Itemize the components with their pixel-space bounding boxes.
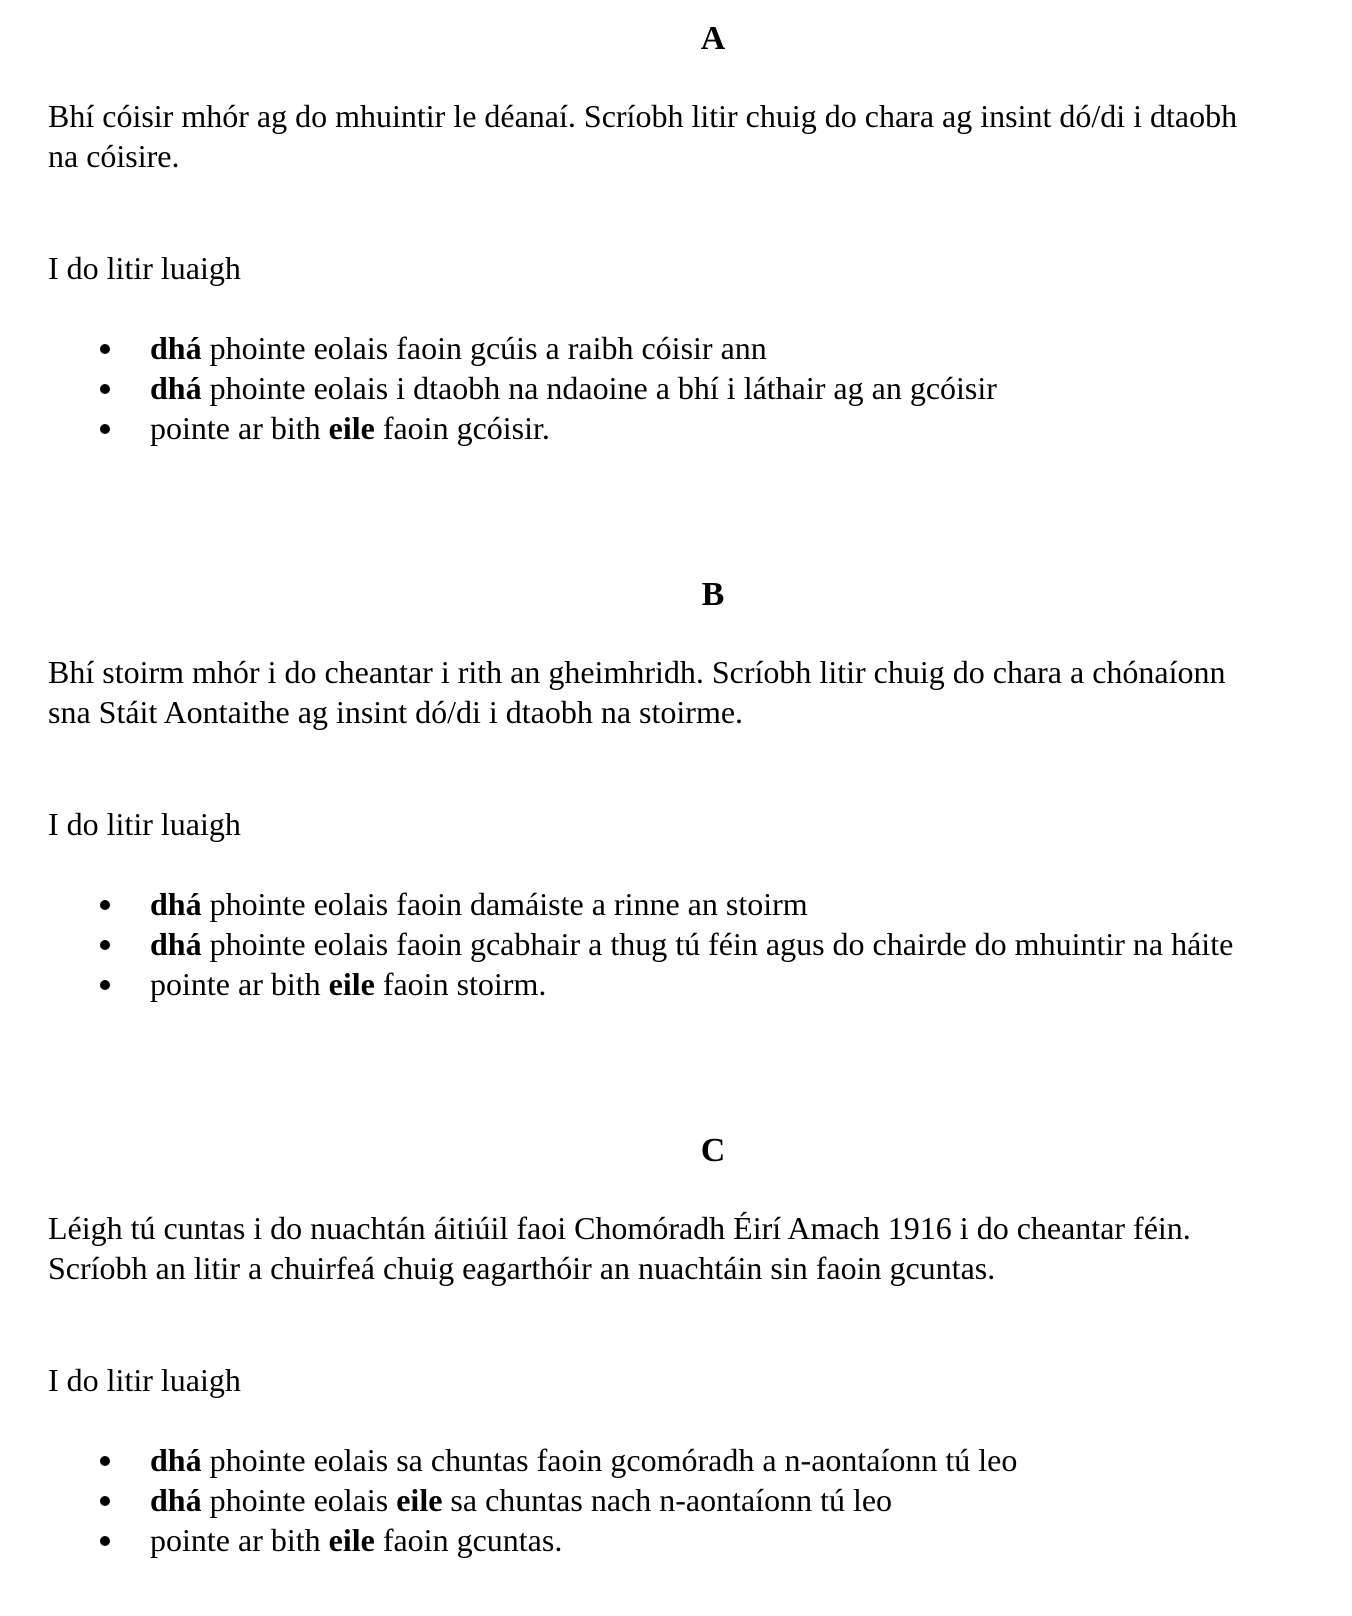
emphasis: dhá	[150, 926, 202, 962]
bullet-icon	[100, 1536, 110, 1546]
point-text: phointe eolais faoin gcabhair a thug tú féin agus do chairde do mhuintir na háite	[201, 926, 1234, 962]
emphasis: dhá	[150, 370, 202, 406]
point-text: pointe ar bith	[150, 966, 329, 1002]
point-text: phointe eolais sa chuntas faoin gcomóradh a n-aontaíonn tú leo	[201, 1442, 1018, 1478]
bullet-icon	[100, 900, 110, 910]
bullet-icon	[100, 424, 110, 434]
list-item	[48, 1520, 1318, 1560]
prompt-line: Léigh tú cuntas i do nuachtán áitiúil faoi Chomóradh Éirí Amach 1916 i do cheantar féin.	[48, 1210, 1191, 1246]
emphasis: eile	[396, 1482, 443, 1518]
prompt-line: Bhí cóisir mhór ag do mhuintir le déanaí. Scríobh litir chuig do chara ag insint dó/di i dtaobh	[48, 98, 1238, 134]
section-heading: C	[700, 1132, 726, 1169]
point-text: faoin gcuntas.	[374, 1522, 563, 1558]
list-item	[48, 328, 1318, 368]
list-item	[48, 884, 1318, 924]
prompt-line: Scríobh an litir a chuirfeá chuig eagarthóir an nuachtáin sin faoin gcuntas.	[48, 1250, 996, 1286]
section-a	[48, 18, 1318, 448]
points-list	[48, 1440, 1318, 1560]
task-prompt	[48, 96, 1318, 176]
point-text: phointe eolais faoin damáiste a rinne an stoirm	[201, 886, 808, 922]
points-intro: I do litir luaigh	[48, 806, 241, 842]
points-list	[48, 328, 1318, 448]
emphasis: eile	[328, 1522, 375, 1558]
emphasis: eile	[328, 410, 375, 446]
task-prompt	[48, 652, 1318, 732]
point-text: faoin gcóisir.	[374, 410, 550, 446]
point-text: sa chuntas nach n-aontaíonn tú leo	[442, 1482, 893, 1518]
point-text: phointe eolais i dtaobh na ndaoine a bhí i láthair ag an gcóisir	[201, 370, 997, 406]
section-heading: A	[700, 20, 726, 57]
points-intro: I do litir luaigh	[48, 1362, 241, 1398]
bullet-icon	[100, 1496, 110, 1506]
point-text: pointe ar bith	[150, 410, 329, 446]
task-prompt	[48, 1208, 1318, 1288]
emphasis: dhá	[150, 1482, 202, 1518]
points-intro: I do litir luaigh	[48, 250, 241, 286]
bullet-icon	[100, 384, 110, 394]
list-item	[48, 368, 1318, 408]
list-item	[48, 408, 1318, 448]
point-text: faoin stoirm.	[374, 966, 547, 1002]
section-c	[48, 1130, 1318, 1560]
bullet-icon	[100, 1456, 110, 1466]
emphasis: dhá	[150, 886, 202, 922]
list-item	[48, 964, 1318, 1004]
section-b	[48, 574, 1318, 1004]
emphasis: dhá	[150, 1442, 202, 1478]
prompt-line: sna Stáit Aontaithe ag insint dó/di i dtaobh na stoirme.	[48, 694, 744, 730]
list-item	[48, 1440, 1318, 1480]
emphasis: dhá	[150, 330, 202, 366]
bullet-icon	[100, 980, 110, 990]
emphasis: eile	[328, 966, 375, 1002]
section-heading: B	[701, 576, 725, 613]
point-text: phointe eolais faoin gcúis a raibh cóisir ann	[201, 330, 767, 366]
prompt-line: na cóisire.	[48, 138, 180, 174]
list-item	[48, 924, 1318, 964]
points-list	[48, 884, 1318, 1004]
prompt-line: Bhí stoirm mhór i do cheantar i rith an gheimhridh. Scríobh litir chuig do chara a chónaíonn	[48, 654, 1226, 690]
list-item	[48, 1480, 1318, 1520]
bullet-icon	[100, 940, 110, 950]
point-text: phointe eolais	[201, 1482, 397, 1518]
point-text: pointe ar bith	[150, 1522, 329, 1558]
bullet-icon	[100, 344, 110, 354]
